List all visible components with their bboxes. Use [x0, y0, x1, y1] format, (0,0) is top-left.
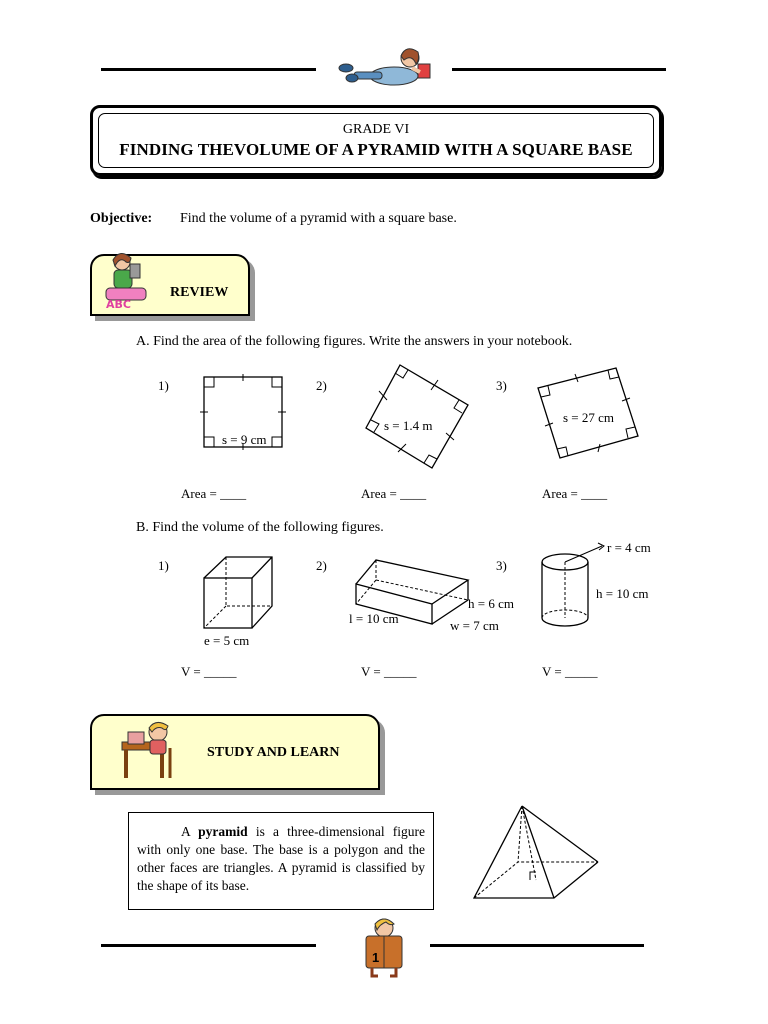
square-3-side-label: s = 27 cm: [563, 410, 615, 425]
page-title: FINDING THEVOLUME OF A PYRAMID WITH A SQUARE BASE: [119, 140, 633, 159]
study-tab: [90, 714, 380, 790]
svg-text:ABC: ABC: [106, 298, 131, 311]
boy-book-icon: [356, 916, 412, 980]
prism-length-label: l = 10 cm: [349, 611, 399, 626]
square-2-side-label: s = 1.4 m: [384, 418, 433, 433]
review-label: REVIEW: [170, 285, 229, 300]
prism-width-label: w = 7 cm: [450, 618, 499, 633]
top-rule-right: [452, 68, 666, 71]
top-rule-left: [101, 68, 316, 71]
objective-label: Objective:: [90, 211, 153, 226]
cylinder-height-label: h = 10 cm: [596, 586, 649, 601]
definition-after: is a three-dimensional figure with only one base. The base is a polygon and the other faces are triangles. A pyramid is classified by the shape of its base.: [137, 824, 425, 893]
page-number: 1: [372, 950, 380, 965]
part-b-answer-3: V = _____: [542, 664, 598, 679]
objective-text: Find the volume of a pyramid with a square base.: [180, 211, 457, 226]
definition-before: A: [181, 824, 199, 839]
review-tab: [90, 254, 250, 316]
part-b-answer-2: V = _____: [361, 664, 417, 679]
part-b-item-1-number: 1): [158, 558, 169, 573]
part-b-instruction: B. Find the volume of the following figures.: [136, 520, 384, 535]
cube-figure: [200, 554, 280, 634]
part-a-instruction: A. Find the area of the following figures. Write the answers in your notebook.: [136, 334, 573, 349]
cylinder-radius-label: r = 4 cm: [607, 540, 651, 555]
pyramid-definition-box: [128, 812, 434, 910]
cube-edge-label: e = 5 cm: [204, 633, 250, 648]
girl-reading-icon: [334, 44, 434, 94]
bottom-rule-left: [101, 944, 316, 947]
grade-label: GRADE VI: [342, 122, 410, 137]
part-b-item-3-number: 3): [496, 558, 507, 573]
part-a-answer-3: Area = ____: [542, 486, 608, 501]
prism-height-label: h = 6 cm: [468, 596, 514, 611]
boy-desk-icon: [116, 718, 182, 784]
square-figure-2: [364, 360, 474, 470]
part-a-item-3-number: 3): [496, 378, 507, 393]
study-label: STUDY AND LEARN: [207, 745, 340, 760]
part-b-item-2-number: 2): [316, 558, 327, 573]
pyramid-figure: [470, 802, 602, 906]
part-a-answer-1: Area = ____: [181, 486, 247, 501]
definition-term: pyramid: [198, 824, 248, 839]
part-a-item-2-number: 2): [316, 378, 327, 393]
part-b-answer-1: V = _____: [181, 664, 237, 679]
girl-tablet-icon: [100, 250, 152, 312]
title-box: [90, 105, 662, 176]
part-a-item-1-number: 1): [158, 378, 169, 393]
part-a-answer-2: Area = ____: [361, 486, 427, 501]
square-1-side-label: s = 9 cm: [222, 432, 267, 447]
bottom-rule-right: [430, 944, 644, 947]
